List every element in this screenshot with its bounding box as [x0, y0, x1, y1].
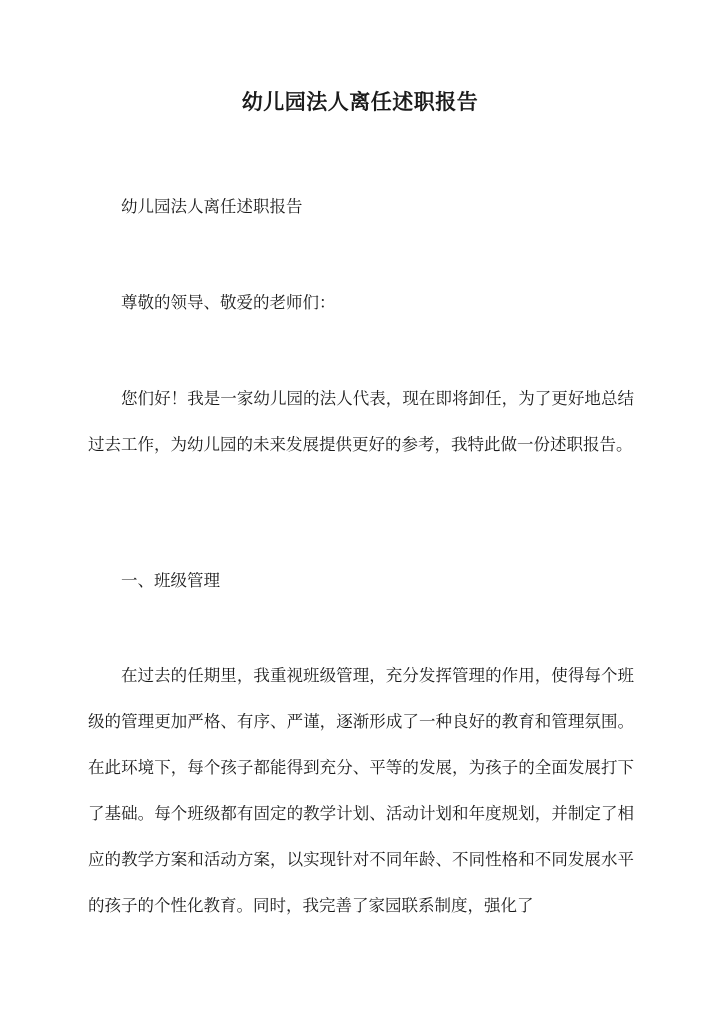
subtitle-paragraph: 幼儿园法人离任述职报告	[121, 197, 303, 216]
greeting-paragraph: 尊敬的领导、敬爱的老师们：	[121, 293, 336, 312]
intro-paragraph: 您们好！我是一家幼儿园的法人代表，现在即将卸任，为了更好地总结过去工作，为幼儿园的未来发展提供更好的参考，我特此做一份述职报告。	[88, 389, 634, 454]
document-title: 幼儿园法人离任述职报告	[241, 89, 479, 114]
section-body-class-management: 在过去的任期里，我重视班级管理，充分发挥管理的作用，使得每个班级的管理更加严格、有序、严谨，逐渐形成了一种良好的教育和管理氛围。在此环境下，每个孩子都能得到充分、平等的发展，为孩子的全面发展打下了基础。每个班级都有固定的教学计划、活动计划和年度规划，并制定了相应的教学方案和活动方案，以实现针对不同年龄、不同性格和不同发展水平的孩子的个性化教育。同时，我完善了家园联系制度，强化了	[88, 666, 634, 915]
section-heading-class-management: 一、班级管理	[121, 571, 220, 590]
